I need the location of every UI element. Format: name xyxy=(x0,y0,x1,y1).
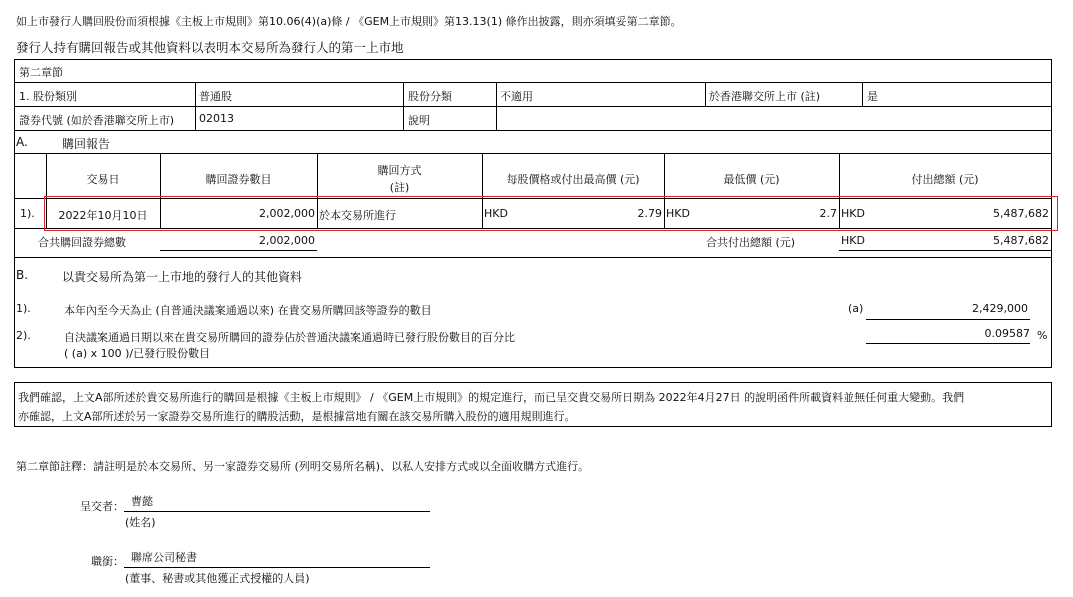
listed-value: 是 xyxy=(867,90,878,103)
row-line xyxy=(14,153,1052,154)
b-item2-value: 0.09587 xyxy=(984,327,1030,340)
row-date: 2022年10月10日 xyxy=(58,209,148,222)
submitted-by-name: 曹懿 xyxy=(131,495,153,508)
section-a-letter: A. xyxy=(16,135,28,149)
b-item2-index: 2). xyxy=(16,329,31,342)
underline xyxy=(160,250,317,251)
b-item1-tag: (a) xyxy=(848,302,864,315)
section-b-letter: B. xyxy=(16,268,29,282)
frame-top-line xyxy=(14,59,1052,60)
share-class-label: 1. 股份類別 xyxy=(19,90,77,103)
b-item2-unit: % xyxy=(1037,329,1048,342)
description-label: 說明 xyxy=(408,114,430,127)
frame-bottom-line xyxy=(14,367,1052,368)
row-index: 1). xyxy=(20,207,35,220)
submitted-by-label: 呈交者： xyxy=(80,500,124,513)
header-low-price: 最低價 (元) xyxy=(723,173,780,186)
row-line xyxy=(14,257,1052,258)
header-count: 購回證券數目 xyxy=(205,173,272,186)
header-date: 交易日 xyxy=(86,173,120,186)
row-method: 於本交易所進行 xyxy=(319,209,396,222)
row-count: 2,002,000 xyxy=(259,207,315,220)
row-total-value: 5,487,682 xyxy=(993,207,1049,220)
row-line xyxy=(14,130,1052,131)
row-total-currency: HKD xyxy=(841,207,865,220)
total-amount-currency: HKD xyxy=(841,234,865,247)
header-method: 購回方式 xyxy=(377,164,422,177)
name-caption: (姓名) xyxy=(125,516,156,529)
signature-line xyxy=(124,511,430,512)
header-total: 付出總額 (元) xyxy=(911,173,979,186)
share-class-value: 普通股 xyxy=(199,90,232,103)
confirmation-line1: 我們確認，上文A部所述於貴交易所進行的購回是根據《主板上市規則》 / 《GEM上市規則》的規定進行，而已呈交貴交易所日期為 2022年4月27日 的說明函件所載資料並無任何重大變動。我們 xyxy=(18,391,965,404)
row-low-value: 2.7 xyxy=(819,207,837,220)
section-b-title: 以貴交易所為第一上市地的發行人的其他資料 xyxy=(62,270,303,284)
total-count-value: 2,002,000 xyxy=(259,234,315,247)
confirmation-line2: 亦確認，上文A部所述於另一家證券交易所進行的購股活動，是根據當地有關在該交易所購入股份的適用規則進行。 xyxy=(18,410,576,423)
section-a-title: 購回報告 xyxy=(62,137,111,151)
b-item2-text: 自決議案通過日期以來在貴交易所購回的證券佔於普通決議案通過時已發行股份數目的百分比 xyxy=(64,331,515,344)
header-method-note: (註) xyxy=(389,181,410,194)
underline xyxy=(866,319,1030,320)
stock-code-label: 證券代號 (如於香港聯交所上市) xyxy=(19,114,175,127)
listed-label: 於香港聯交所上市 (註) xyxy=(709,90,821,103)
title-value: 聯席公司秘書 xyxy=(131,551,197,564)
title-caption: (董事、秘書或其他獲正式授權的人員) xyxy=(125,572,310,585)
row-line xyxy=(14,106,1052,107)
section-note: 第二章節註釋：請註明是於本交易所、另一家證券交易所 (列明交易所名稱)、以私人安排方式或以全面收購方式進行。 xyxy=(16,460,590,473)
b-item1-index: 1). xyxy=(16,302,31,315)
col-line xyxy=(862,82,863,106)
col-line xyxy=(705,82,706,106)
share-category-value: 不適用 xyxy=(500,90,533,103)
stock-code-value: 02013 xyxy=(199,112,234,125)
row-high-value: 2.79 xyxy=(637,207,662,220)
intro-line: 如上市發行人購回股份而須根據《主板上市規則》第10.06(4)(a)條 / 《GEM上市規則》第13.13(1) 條作出披露，則亦須填妥第二章節。 xyxy=(16,15,682,28)
title-label: 職銜： xyxy=(91,555,124,568)
share-category-label: 股份分類 xyxy=(408,90,452,103)
subheading: 發行人持有購回報告或其他資料以表明本交易所為發行人的第一上市地 xyxy=(16,40,404,55)
row-line xyxy=(14,82,1052,83)
total-count-label: 合共購回證券總數 xyxy=(38,236,126,249)
section-title: 第二章節 xyxy=(19,66,63,79)
b-item2-formula: ( (a) x 100 )/已發行股份數目 xyxy=(64,347,211,360)
underline xyxy=(866,343,1030,344)
row-high-currency: HKD xyxy=(484,207,508,220)
highlight-box xyxy=(44,196,1058,231)
header-high-price: 每股價格或付出最高價 (元) xyxy=(506,173,640,186)
b-item1-text: 本年內至今天為止 (自普通決議案通過以來) 在貴交易所購回該等證券的數目 xyxy=(64,304,432,317)
total-amount-value: 5,487,682 xyxy=(993,234,1049,247)
signature-line xyxy=(124,567,430,568)
underline xyxy=(839,250,1051,251)
row-low-currency: HKD xyxy=(666,207,690,220)
b-item1-value: 2,429,000 xyxy=(972,302,1028,315)
total-amount-label: 合共付出總額 (元) xyxy=(706,236,796,249)
